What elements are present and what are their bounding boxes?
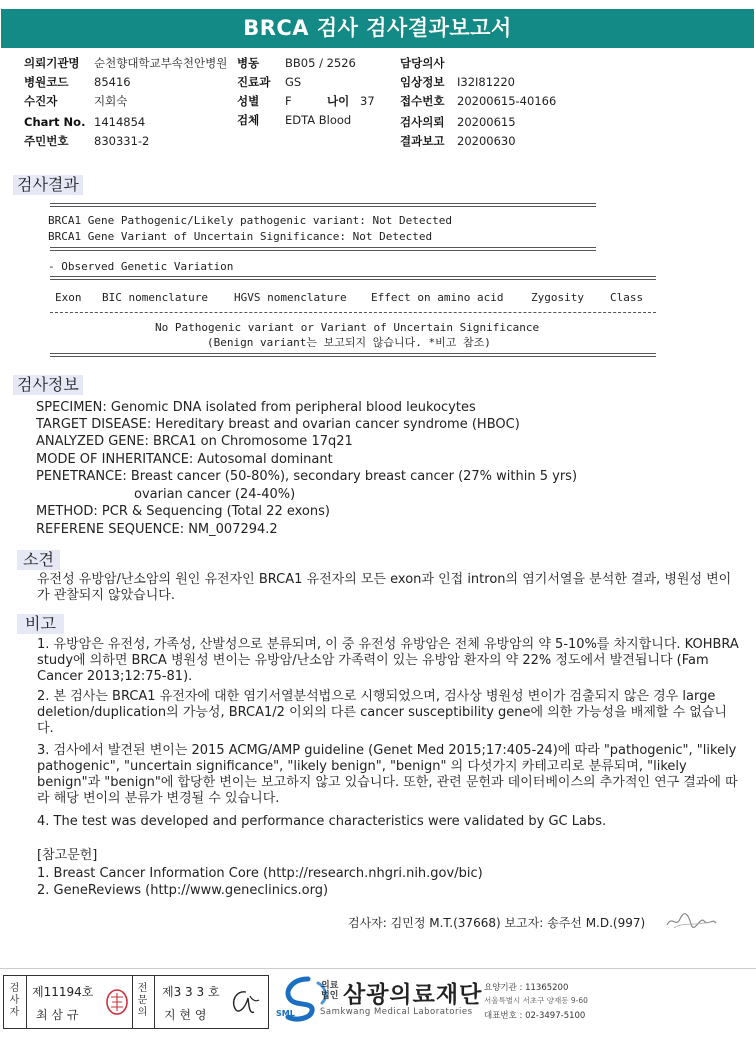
value-sex: F — [285, 94, 292, 108]
label-sex: 성별 — [237, 94, 260, 108]
org-english-name: Samkwang Medical Laboratories — [320, 1007, 473, 1017]
remark-1: 1. 유방암은 유전성, 가족성, 산발성으로 분류되며, 이 중 유전성 유방암은 전체 유방암의 약 5-10%를 차지합니다. KOHBRA study에 의하면 BRCA 병원성 변이는 유방암/난소암 가족력이 있는 유방암 환자의 약 22% 정도에서 발견됩니다 (Fam Cancer 2013;12:75-81). — [37, 637, 739, 684]
specialist-label-cell — [132, 976, 155, 1028]
spec-specimen: SPECIMEN: Genomic DNA isolated from peripheral blood leukocytes — [36, 400, 476, 415]
value-age: 37 — [360, 94, 375, 108]
org-address: 서울특별시 서초구 양재동 9-60 — [484, 996, 588, 1005]
divider — [50, 276, 656, 280]
value-request-date: 20200615 — [457, 115, 516, 129]
footer-divider — [0, 968, 756, 970]
value-hospital: 순천향대학교부속천안병원 — [94, 56, 228, 70]
remark-3: 3. 검사에서 발견된 변이는 2015 ACMG/AMP guideline (Genet Med 2015;17:405-24)에 따라 "pathogenic", "likely pathogenic", "uncertain significance", "likely benign", "benign" 의 다섯가지 카테고리로 분류되며, "likely benign"과 "benign"에 합당한 변이는 보고하지 않고 있습니다. 또한, 관련 문헌과 데이터베이스의 추가적인 연구 결과에 따라 해당 변이의 분류가 변경될 수 있습니다. — [37, 743, 738, 806]
divider — [50, 312, 656, 314]
divider — [50, 203, 596, 207]
inspector-cell — [4, 976, 133, 1028]
spec-penetrance: PENETRANCE: Breast cancer (50-80%), secondary breast cancer (27% within 5 yrs) — [36, 469, 578, 484]
specialist-name: 지 현 영 — [164, 1008, 207, 1022]
label-hospital: 의뢰기관명 — [24, 56, 80, 70]
value-department: GS — [285, 75, 302, 89]
col-class: Class — [610, 291, 644, 304]
label-specimen: 검체 — [237, 113, 260, 127]
no-variant-line-1: No Pathogenic variant or Variant of Uncertain Significance — [155, 321, 540, 334]
spec-analyzed-gene: ANALYZED GENE: BRCA1 on Chromosome 17q21 — [36, 434, 353, 449]
org-code: 요양기관 : 11365200 — [484, 983, 569, 993]
specialist-signature-icon — [226, 984, 262, 1020]
value-chart-no: 1414854 — [94, 115, 146, 129]
col-hgvs: HGVS nomenclature — [234, 291, 347, 304]
specialist-label: 전문의 — [137, 983, 148, 1018]
org-name: 삼광의료재단 — [343, 982, 483, 1008]
label-patient: 수진자 — [24, 94, 58, 108]
label-chart-no: Chart No. — [24, 115, 86, 129]
section-info-heading: 검사정보 — [13, 375, 83, 395]
official-seal-icon — [104, 988, 130, 1016]
label-resident-no: 주민번호 — [24, 134, 69, 148]
inspector-label: 검사자 — [9, 983, 20, 1018]
col-bic: BIC nomenclature — [102, 291, 208, 304]
value-resident-no: 830331-2 — [94, 134, 150, 148]
section-result-heading: 검사결과 — [13, 175, 83, 195]
divider — [50, 247, 596, 251]
label-ward: 병동 — [237, 56, 260, 70]
spec-method: METHOD: PCR & Sequencing (Total 22 exons) — [36, 504, 330, 519]
label-age: 나이 — [327, 94, 350, 108]
remark-2: 2. 본 검사는 BRCA1 유전자에 대한 염기서열분석법으로 시행되었으며, 검사상 병원성 변이가 검출되지 않은 경우 large deletion/duplication의 가능성, BRCA1/2 이외의 다른 cancer susceptibility gene에 의한 가능성을 배제할 수 없습니다. — [37, 689, 727, 736]
report-title: BRCA 검사 검사결과보고서 — [1, 9, 754, 48]
label-clinical-info: 임상정보 — [400, 75, 445, 89]
label-department: 진료과 — [237, 75, 271, 89]
remark-4: 4. The test was developed and performance characteristics were validated by GC Labs. — [37, 814, 607, 829]
spec-penetrance-ovarian: ovarian cancer (24-40%) — [134, 487, 296, 502]
patient-info — [0, 0, 756, 160]
inspector-name: 최 삼 규 — [36, 1008, 79, 1022]
label-report-date: 결과보고 — [400, 134, 445, 148]
signature-line: 검사자: 김민정 M.T.(37668) 보고자: 송주선 M.D.(997) — [348, 916, 646, 930]
spec-target-disease: TARGET DISEASE: Hereditary breast and ovarian cancer syndrome (HBOC) — [36, 417, 520, 432]
reference-2: 2. GeneReviews (http://www.geneclinics.org) — [37, 883, 329, 898]
specialist-cell — [132, 976, 268, 1028]
reference-1: 1. Breast Cancer Information Core (http://research.nhgri.nih.gov/bic) — [37, 866, 483, 881]
certification-box — [3, 975, 269, 1029]
opinion-text: 유전성 유방암/난소암의 원인 유전자인 BRCA1 유전자의 모든 exon과 인접 intron의 염기서열을 분석한 결과, 병원성 변이가 관찰되지 않았습니다. — [37, 572, 732, 603]
divider — [50, 353, 656, 357]
section-opinion-heading: 소견 — [17, 550, 60, 570]
label-hospital-code: 병원코드 — [24, 75, 69, 89]
inspector-license-no: 제11194호 — [32, 985, 94, 999]
label-doctor: 담당의사 — [400, 56, 445, 70]
value-specimen: EDTA Blood — [285, 113, 352, 127]
label-receipt-no: 접수번호 — [400, 94, 445, 108]
section-remarks-heading: 비고 — [17, 614, 64, 634]
value-patient: 지회숙 — [94, 94, 128, 108]
result-line-2: BRCA1 Gene Variant of Uncertain Significance: Not Detected — [48, 230, 433, 243]
inspector-label-cell — [4, 976, 27, 1028]
spec-reference-sequence: REFERENE SEQUENCE: NM_007294.2 — [36, 522, 278, 537]
org-type: 의료법인 — [321, 981, 339, 1001]
sml-logo-text: SML — [276, 1009, 295, 1018]
col-exon: Exon — [55, 291, 82, 304]
value-hospital-code: 85416 — [94, 75, 131, 89]
no-variant-line-2: (Benign variant는 보고되지 않습니다. *비고 참조) — [207, 336, 491, 349]
signature-scribble-icon — [664, 910, 718, 932]
specialist-license-no: 제3 3 3 호 — [162, 985, 220, 999]
spec-inheritance: MODE OF INHERITANCE: Autosomal dominant — [36, 452, 333, 467]
value-receipt-no: 20200615-40166 — [457, 94, 557, 108]
col-zygosity: Zygosity — [531, 291, 584, 304]
value-ward: BB05 / 2526 — [285, 56, 356, 70]
references-heading: [참고문헌] — [37, 848, 98, 863]
label-request-date: 검사의뢰 — [400, 115, 445, 129]
org-phone: 대표번호 : 02-3497-5100 — [484, 1011, 586, 1021]
value-report-date: 20200630 — [457, 134, 516, 148]
col-effect: Effect on amino acid — [371, 291, 504, 304]
value-clinical-info: I32I81220 — [457, 75, 515, 89]
observed-variation-label: - Observed Genetic Variation — [48, 260, 234, 273]
result-line-1: BRCA1 Gene Pathogenic/Likely pathogenic variant: Not Detected — [48, 214, 452, 227]
